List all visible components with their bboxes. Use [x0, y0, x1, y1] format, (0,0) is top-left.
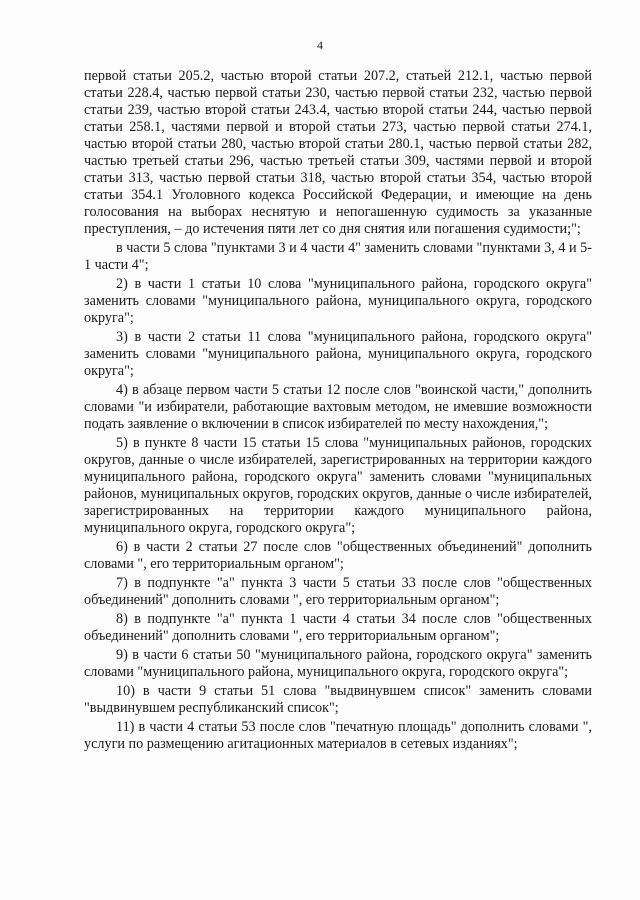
paragraph-item-7: 7) в подпункте "а" пункта 3 части 5 статьи 33 после слов "общественных объединений" дополнить словами ", его территориальным органом";	[84, 575, 592, 608]
paragraph-part-5: в части 5 слова "пунктами 3 и 4 части 4" заменить словами "пунктами 3, 4 и 5-1 части 4";	[84, 240, 592, 273]
paragraph-item-11: 11) в части 4 статьи 53 после слов "печатную площадь" дополнить словами ", услуги по размещению агитационных материалов в сетевых изданиях";	[84, 719, 592, 752]
paragraph-item-2: 2) в части 1 статьи 10 слова "муниципального района, городского округа" заменить словами "муниципального района, муниципального округа, городского округа";	[84, 276, 592, 326]
paragraph-item-10: 10) в части 9 статьи 51 слова "выдвинувшем список" заменить словами "выдвинувшем республиканский список";	[84, 683, 592, 716]
document-body	[84, 68, 592, 755]
paragraph-item-9: 9) в части 6 статьи 50 "муниципального района, городского округа" заменить словами "муниципального района, муниципального округа, городского округа";	[84, 647, 592, 680]
paragraph-item-8: 8) в подпункте "а" пункта 1 части 4 статьи 34 после слов "общественных объединений" дополнить словами ", его территориальным органом";	[84, 611, 592, 644]
paragraph-continuation: первой статьи 205.2, частью второй статьи 207.2, статьей 212.1, частью первой статьи 228.4, частью первой статьи 230, частью первой статьи 232, частью первой статьи 239, частью второй статьи 243.4, частью второй статьи 244, частью первой статьи 258.1, частями первой и второй статьи 273, частью первой статьи 274.1, частью второй статьи 280, частью второй статьи 280.1, частью первой статьи 282, частью третьей статьи 296, частью третьей статьи 309, частями первой и второй статьи 313, частью первой статьи 318, частью второй статьи 354, частью второй статьи 354.1 Уголовного кодекса Российской Федерации, и имеющие на день голосования на выборах неснятую и непогашенную судимость за указанные преступления, – до истечения пяти лет со дня снятия или погашения судимости;";	[84, 68, 592, 237]
page-number: 4	[317, 38, 323, 52]
paragraph-item-3: 3) в части 2 статьи 11 слова "муниципального района, городского округа" заменить словами "муниципального района, муниципального округа, городского округа";	[84, 329, 592, 379]
paragraph-item-6: 6) в части 2 статьи 27 после слов "общественных объединений" дополнить словами ", его территориальным органом";	[84, 539, 592, 572]
paragraph-item-4: 4) в абзаце первом части 5 статьи 12 после слов "воинской части," дополнить словами "и избиратели, работающие вахтовым методом, не имевшие возможности подать заявление о включении в список избирателей по месту нахождения,";	[84, 382, 592, 432]
paragraph-item-5: 5) в пункте 8 части 15 статьи 15 слова "муниципальных районов, городских округов, данные о числе избирателей, зарегистрированных на территории каждого муниципального района, городского округа" заменить словами "муниципальных районов, муниципальных округов, городских округов, данные о числе избирателей, зарегистрированных на территории каждого муниципального района, муниципального округа, городского округа";	[84, 435, 592, 536]
